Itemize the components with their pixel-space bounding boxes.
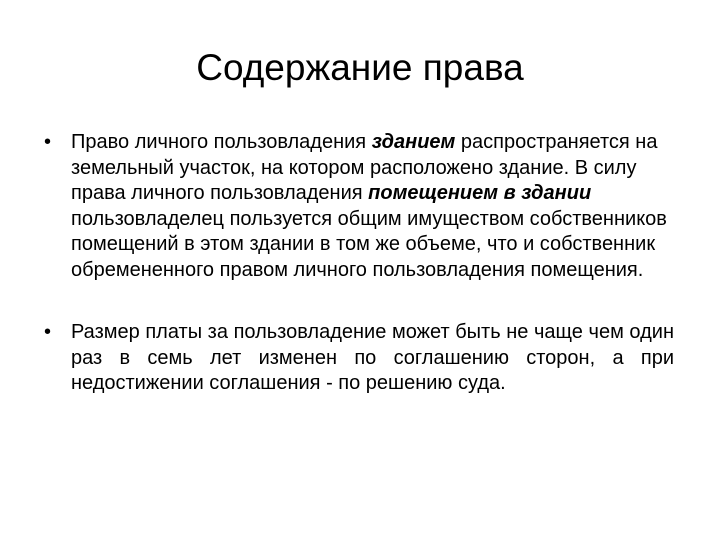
bullet-1-part-1: Право личного пользовладения (71, 131, 372, 153)
bullet-text-2: Размер платы за пользовладение может быть не чаще чем один раз в семь лет изменен по соглашению сторон, а при недостижении соглашения - по решению суда. (71, 321, 674, 394)
bullet-1-part-3: пользовладелец пользуется общим имуществом собственников помещений в этом здании в том же объеме, что и собственник обремененного правом личного пользовладения помещения. (71, 207, 667, 281)
bullet-1-emphasis-premises: помещением в здании (368, 182, 592, 204)
bullet-item-1 (44, 130, 674, 283)
bullet-1-part-2: распространяется на земельный участок, на котором расположено здание. В силу права личного пользовладения (71, 131, 658, 204)
bullet-text-1 (71, 130, 674, 283)
bullet-item-2 (44, 320, 674, 397)
slide-title: Содержание права (196, 47, 524, 88)
bullet-1-emphasis-building: зданием (371, 131, 456, 153)
bullet-dot-icon: • (44, 321, 52, 343)
bullet-dot-icon: • (44, 131, 52, 153)
bullet-list (44, 130, 674, 397)
